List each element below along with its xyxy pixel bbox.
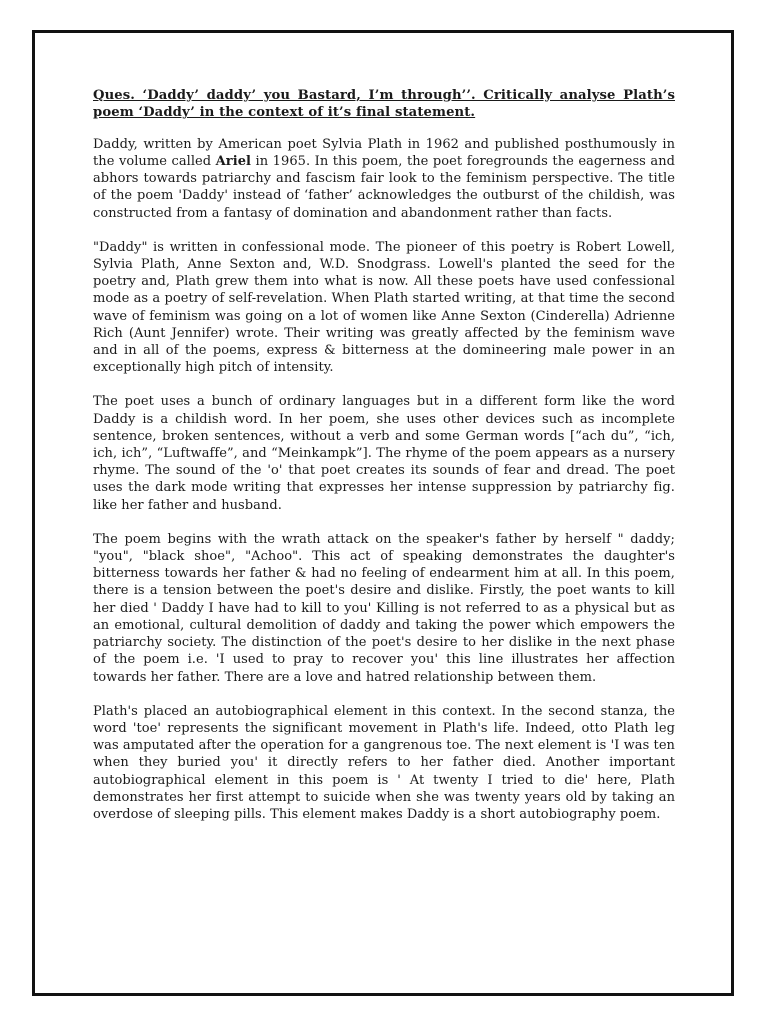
paragraph-intro: [93, 136, 675, 222]
paragraph-wrath-attack: The poem begins with the wrath attack on the speaker's father by herself " daddy; "you", "black shoe", "Achoo". This act of speaking demonstrates the daughter's bitterness towards her father & had no feeling of endearment him at all. In this poem, there is a tension between the poet's desire and dislike. Firstly, the poet wants to kill her died ' Daddy I have had to kill to you' Killing is not referred to as a physical but as an emotional, cultural demolition of daddy and taking the power which empowers the patriarchy society. The distinction of the poet's desire to her dislike in the next phase of the poem i.e. 'I used to pray to recover you' this line illustrates her affection towards her father. There are a love and hatred relationship between them.: [93, 531, 675, 685]
document-body: [93, 87, 675, 840]
question-heading: Ques. ‘Daddy’ daddy’ you Bastard, I’m through’’. Critically analyse Plath’s poem ‘Daddy’ in the context of it’s final statement.: [93, 88, 675, 121]
paragraph-autobiographical: Plath's placed an autobiographical element in this context. In the second stanza, the word 'toe' represents the significant movement in Plath's life. Indeed, otto Plath leg was amputated after the operation for a gangrenous toe. The next element is 'I was ten when they buried you' it directly refers to her father died. Another important autobiographical element in this poem is ' At twenty I tried to die' here, Plath demonstrates her first attempt to suicide when she was twenty years old by taking an overdose of sleeping pills. This element makes Daddy is a short autobiography poem.: [93, 703, 675, 822]
paragraph-intro-text-after: in 1965. In this poem, the poet foregrounds the eagerness and abhors towards patriarchy and fascism fair look to the feminism perspective. The title of the poem 'Daddy' instead of ‘father’ acknowledges the outburst of the childish, was constructed from a fantasy of domination and abandonment rather than facts.: [93, 154, 676, 221]
paragraph-confessional-mode: "Daddy" is written in confessional mode. The pioneer of this poetry is Robert Lowell, Sylvia Plath, Anne Sexton and, W.D. Snodgrass. Lowell's planted the seed for the poetry and, Plath grew them into what is now. All these poets have used confessional mode as a poetry of self-revelation. When Plath started writing, at that time the second wave of feminism was going on a lot of women like Anne Sexton (Cinderella) Adrienne Rich (Aunt Jennifer) wrote. Their writing was greatly affected by the feminism wave and in all of the poems, express & bitterness at the domineering male power in an exceptionally high pitch of intensity.: [93, 239, 675, 376]
paragraph-intro-text-before: Daddy, written by American poet Sylvia Plath in 1962 and published posthumously in the volume called: [93, 136, 675, 170]
paragraph-language-devices: The poet uses a bunch of ordinary languages but in a different form like the word Daddy is a childish word. In her poem, she uses other devices such as incomplete sentence, broken sentences, without a verb and some German words [“ach du”, “ich, ich, ich”, “Luftwaffe”, and “Meinkampk”]. The rhyme of the poem appears as a nursery rhyme. The sound of the 'o' that poet creates its sounds of fear and dread. The poet uses the dark mode writing that expresses her intense suppression by patriarchy fig. like her father and husband.: [93, 394, 675, 513]
book-title-ariel: Ariel: [215, 154, 252, 170]
